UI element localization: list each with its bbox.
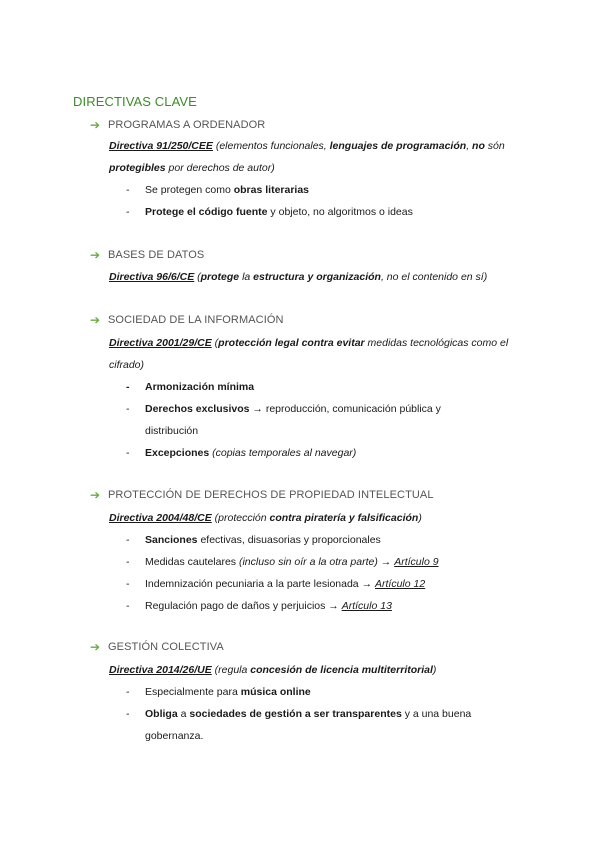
text-fragment: no [472,140,485,152]
text-fragment: Se protegen como [145,184,234,196]
list-item [126,529,526,551]
text-fragment: (elementos funcionales, [212,140,330,152]
arrow-right-icon: ➔ [90,488,101,502]
list-item [126,595,526,617]
text-fragment: protección legal contra evitar [218,337,365,349]
directive-line [109,332,529,354]
dash-marker: - [126,708,130,720]
text-fragment: Indemnización pecuniaria a la parte lesionada [145,578,362,590]
text-fragment: obras literarias [233,184,310,196]
text-fragment: concesión de licencia multiterritorial [250,664,433,676]
text-fragment: (copias temporales al navegar) [209,447,357,459]
text-fragment: protege [200,271,240,283]
text-fragment: Derechos exclusivos [145,403,250,415]
text-fragment: Obliga [145,708,178,720]
text-fragment: por derechos de autor) [165,162,275,174]
dash-marker: - [126,578,130,590]
list-item [126,681,526,703]
dash-marker: - [126,600,130,612]
dash-marker: - [126,686,130,698]
arrow-right-icon: ➔ [90,640,101,654]
article-link: Artículo 13 [341,600,392,612]
text-fragment: lenguajes de programación [329,140,467,152]
text-fragment: cifrado) [109,359,145,371]
article-link: Artículo 9 [394,556,439,568]
text-fragment: són [484,140,505,152]
text-fragment: , no el contenido en sí) [380,271,488,283]
section-title: PROTECCIÓN DE DERECHOS DE PROPIEDAD INTELECTUAL [108,489,434,501]
dash-marker: - [126,556,130,568]
list-item [126,551,526,573]
text-fragment: ) [418,512,422,524]
arrow-right-icon: ➔ [90,118,101,132]
text-fragment: Protege el código fuente [145,206,268,218]
text-fragment: sociedades de gestión a ser transparentes [189,708,402,720]
list-item [126,573,526,595]
text-fragment: (incluso sin oír a la otra parte) [238,556,378,568]
text-fragment: a [177,708,190,720]
section-heading-sociedad-informacion [90,311,284,329]
text-fragment: Regulación pago de daños y perjuicios [145,600,329,612]
text-fragment: ) [432,664,437,676]
list-item-cont [126,725,526,747]
text-fragment: contra piratería y falsificación [269,512,419,524]
text-fragment: la [239,271,254,283]
directive-ref: Directiva 2004/48/CE [109,512,212,524]
list-item [126,398,526,420]
text-fragment: música online [240,686,311,698]
directive-ref: Directiva 2014/26/UE [109,664,212,676]
arrow-right-icon: ➔ [90,313,101,327]
list-item [126,179,526,201]
section-title: BASES DE DATOS [108,249,205,261]
section-heading-bases-datos [90,246,204,264]
section-heading-gestion-colectiva [90,638,224,656]
directive-line-cont [109,354,529,376]
dash-marker: - [126,447,130,459]
directive-ref: Directiva 2001/29/CE [109,337,212,349]
section-heading-propiedad-intelectual [90,486,434,504]
text-fragment: → reproducción, comunicación pública y [249,403,441,415]
text-fragment: Sanciones [145,534,198,546]
text-fragment: ( [194,271,201,283]
list-item [126,703,526,725]
dash-marker: - [126,184,130,196]
list-item [126,201,526,223]
text-fragment: gobernanza. [145,730,204,742]
directive-line [109,266,529,288]
text-fragment: y a una buena [401,708,472,720]
dash-marker: - [126,403,130,415]
arrow-right-icon: ➔ [90,248,101,262]
text-fragment: medidas tecnológicas como el [364,337,509,349]
text-fragment: Armonización mínima [145,381,255,393]
dash-marker: - [126,381,130,393]
text-fragment: ( [211,337,219,349]
text-fragment: y objeto, no algoritmos o ideas [267,206,413,218]
directive-line [109,135,529,157]
list-item-cont [126,420,526,442]
directive-ref: Directiva 91/250/CEE [109,140,213,152]
dash-marker: - [126,206,130,218]
page-title: DIRECTIVAS CLAVE [73,94,197,109]
text-fragment: Excepciones [145,447,210,459]
text-fragment: (regula [211,664,251,676]
dash-marker: - [126,534,130,546]
text-fragment: , [466,140,473,152]
text-fragment: Especialmente para [145,686,241,698]
text-fragment: estructura y organización [253,271,381,283]
text-fragment: → [361,578,375,590]
directive-ref: Directiva 96/6/CE [109,271,195,283]
text-fragment: distribución [145,425,199,437]
section-heading-programas [90,116,265,134]
text-fragment: protegibles [109,162,166,174]
text-fragment: → [377,556,395,568]
article-link: Artículo 12 [374,578,426,590]
section-title: SOCIEDAD DE LA INFORMACIÓN [108,314,284,326]
directive-line [109,659,529,681]
text-fragment: Medidas cautelares [145,556,239,568]
section-title: GESTIÓN COLECTIVA [108,641,224,653]
text-fragment: → [328,600,342,612]
directive-line [109,507,529,529]
directive-line-cont [109,157,529,179]
section-title: PROGRAMAS A ORDENADOR [108,119,266,131]
list-item [126,376,526,398]
list-item [126,442,526,464]
text-fragment: (protección [211,512,270,524]
text-fragment: efectivas, disuasorias y proporcionales [197,534,381,546]
